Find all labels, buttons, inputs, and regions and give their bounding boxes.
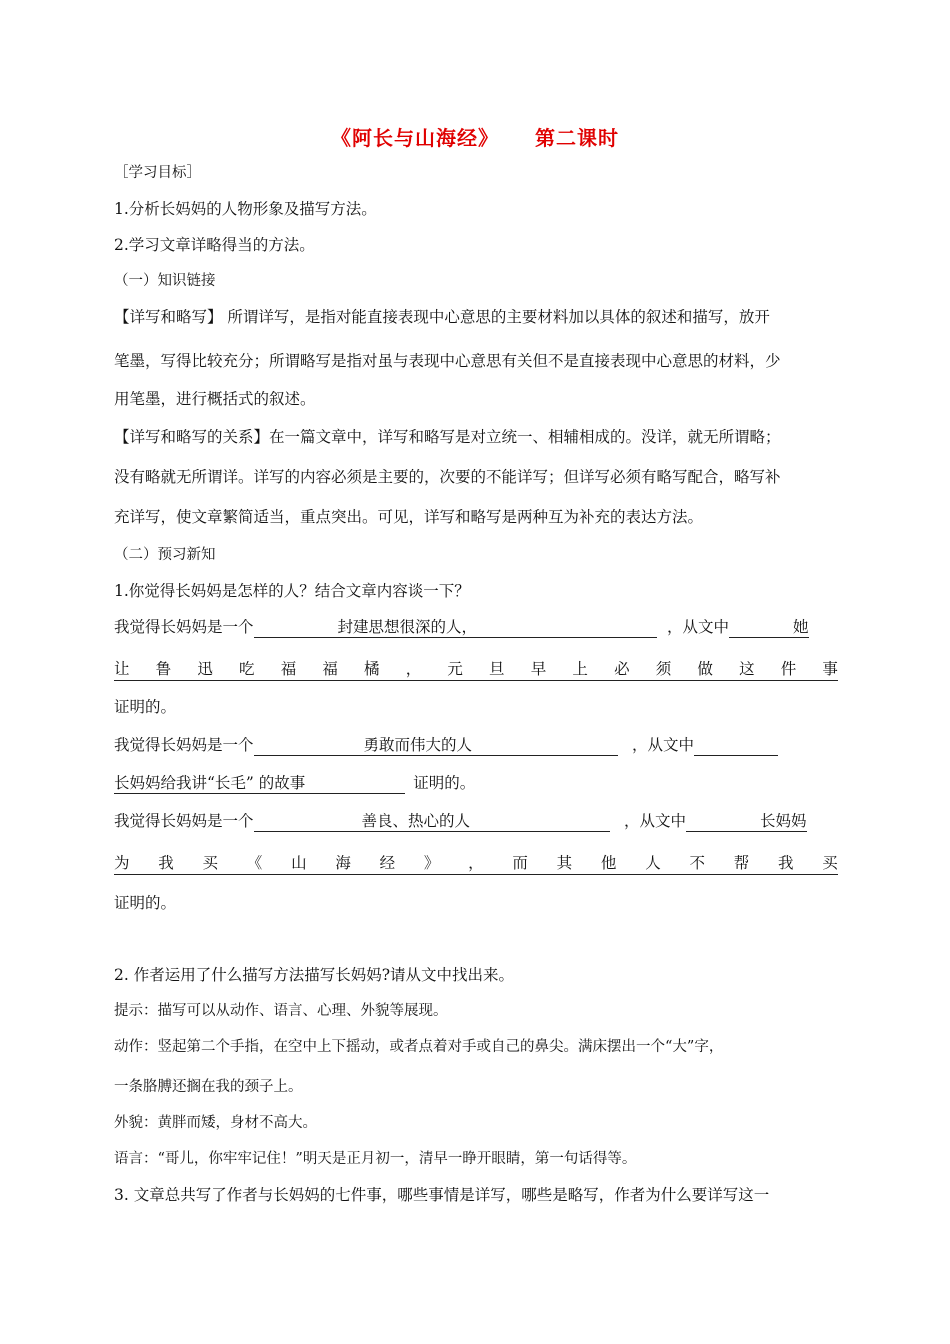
blank-underline — [472, 734, 618, 756]
answer1-trait: 封建思想很深的人， — [337, 618, 478, 636]
q1-answer1-line — [114, 616, 838, 638]
title-book: 《阿长与山海经》 — [331, 126, 499, 150]
answer1-evidence-char: 福 — [322, 660, 338, 678]
answer3-evidence-char: 我 — [777, 854, 794, 872]
answer3-evidence-char: 山 — [291, 854, 307, 872]
answer3-trait: 善良、热心的人 — [361, 812, 471, 830]
blank-underline — [254, 616, 338, 638]
knowledge-p2-line1: 【详写和略写的关系】在一篇文章中，详写和略写是对立统一、相辅相成的。没详，就无所谓略； — [114, 428, 781, 446]
from-text: ，从文中 — [632, 736, 695, 754]
blank-underline — [470, 810, 610, 832]
answer3-evidence-char: 我 — [158, 854, 174, 872]
q2-hint: 提示：描写可以从动作、语言、心理、外貌等展现。 — [114, 1003, 448, 1019]
q1-answer2-evidence-row — [114, 772, 838, 794]
answer1-evidence-char: 橘 — [364, 660, 380, 678]
answer3-evidence-char: ， — [468, 854, 484, 872]
answer1-evidence-char: 须 — [655, 660, 672, 678]
answer1-evidence-char: 件 — [780, 660, 797, 678]
objective-2: 2.学习文章详略得当的方法。 — [114, 236, 315, 254]
answer1-evidence-char: 旦 — [489, 660, 505, 678]
objective-1: 1.分析长妈妈的人物形象及描写方法。 — [114, 200, 377, 218]
answer3-evidence-char: 人 — [645, 854, 661, 872]
answer2-evidence: 长妈妈给我讲“长毛” 的故事 — [114, 774, 306, 792]
answer3-evidence-char: 买 — [202, 854, 219, 872]
knowledge-p2-line2: 没有略就无所谓详。详写的内容必须是主要的，次要的不能详写；但详写必须有略写配合，略写补 — [114, 468, 781, 486]
answer3-evidence-char: 帮 — [733, 854, 750, 872]
answer3-evidence-char: 海 — [335, 854, 351, 872]
section-knowledge-header: （一）知识链接 — [114, 273, 216, 289]
title-lesson: 第二课时 — [535, 126, 619, 150]
answer1-evidence-char: 吃 — [239, 660, 255, 678]
answer1-evidence-char: 鲁 — [155, 660, 172, 678]
q2-language: 语言：“哥儿，你牢牢记住！”明天是正月初一，清早一睁开眼睛，第一句话得等。 — [114, 1151, 637, 1167]
q3-prompt: 3. 文章总共写了作者与长妈妈的七件事，哪些事情是详写，哪些是略写，作者为什么要详写这一 — [114, 1186, 770, 1204]
section-preview-header: （二）预习新知 — [114, 547, 216, 563]
answer2-proved: 证明的。 — [413, 774, 476, 792]
answer1-evidence-char: 必 — [614, 660, 630, 678]
q2-action-line1: 动作：竖起第二个手指，在空中上下摇动，或者点着对手或自己的鼻尖。满床摆出一个“大”字， — [114, 1039, 724, 1055]
answer3-evidence-char: 不 — [689, 854, 705, 872]
answer-prefix: 我觉得长妈妈是一个 — [114, 812, 254, 830]
blank-underline — [694, 734, 778, 756]
objectives-header: ［学习目标］ — [114, 165, 201, 181]
knowledge-p1-line3: 用笔墨，进行概括式的叙述。 — [114, 390, 316, 408]
q2-action-line2: 一条胳膊还搁在我的颈子上。 — [114, 1079, 303, 1095]
answer3-evidence-char: 其 — [556, 854, 573, 872]
blank-underline — [305, 772, 405, 794]
answer-prefix: 我觉得长妈妈是一个 — [114, 618, 254, 636]
q2-prompt: 2. 作者运用了什么描写方法描写长妈妈?请从文中找出来。 — [114, 966, 515, 984]
answer3-evidence-char: 经 — [379, 854, 396, 872]
answer3-evidence-char: 为 — [114, 854, 130, 872]
knowledge-p2-line3: 充详写，使文章繁简适当，重点突出。可见，详写和略写是两种互为补充的表达方法。 — [114, 508, 704, 526]
answer3-evidence-char: 买 — [822, 854, 838, 872]
page-title — [0, 122, 950, 151]
blank-underline — [477, 616, 657, 638]
answer1-evidence-char: 福 — [280, 660, 297, 678]
answer1-evidence-char: ， — [405, 660, 422, 678]
blank-underline — [729, 616, 793, 638]
answer1-evidence-char: 上 — [572, 660, 588, 678]
answer-prefix: 我觉得长妈妈是一个 — [114, 736, 254, 754]
answer1-proved: 证明的。 — [114, 698, 177, 716]
knowledge-p1-line2: 笔墨，写得比较充分；所谓略写是指对虽与表现中心意思有关但不是直接表现中心意思的材料，少 — [114, 352, 781, 370]
answer1-evidence-char: 迅 — [197, 660, 213, 678]
q1-prompt: 1.你觉得长妈妈是怎样的人？结合文章内容谈一下？ — [114, 582, 470, 600]
answer1-evidence-char: 早 — [530, 660, 547, 678]
answer2-trait: 勇敢而伟大的人 — [363, 736, 473, 754]
blank-underline — [254, 734, 364, 756]
answer3-evidence-char: 他 — [600, 854, 617, 872]
answer3-evidence-char: 而 — [512, 854, 528, 872]
answer1-evidence-line — [114, 658, 838, 681]
q1-answer3-line — [114, 810, 838, 832]
answer1-evidence-char: 元 — [447, 660, 463, 678]
answer3-evidence-char: 《 — [246, 854, 263, 872]
answer1-evidence-char: 这 — [739, 660, 755, 678]
from-text: ，从文中 — [667, 618, 730, 636]
blank-underline — [254, 810, 362, 832]
answer1-evidence-char: 事 — [822, 660, 838, 678]
answer1-evidence-char: 做 — [697, 660, 713, 678]
blank-underline — [686, 810, 760, 832]
answer1-evidence-head: 她 — [793, 618, 809, 636]
answer1-evidence-char: 让 — [114, 660, 130, 678]
answer3-evidence-head: 长妈妈 — [760, 812, 807, 830]
q1-answer2-line — [114, 734, 838, 756]
answer3-proved: 证明的。 — [114, 894, 177, 912]
from-text: ，从文中 — [624, 812, 687, 830]
answer3-evidence-line — [114, 852, 838, 875]
knowledge-p1-line1: 【详写和略写】 所谓详写，是指对能直接表现中心意思的主要材料加以具体的叙述和描写，放开 — [114, 308, 770, 326]
q2-appearance: 外貌：黄胖而矮，身材不高大。 — [114, 1115, 317, 1131]
answer3-evidence-char: 》 — [423, 854, 440, 872]
